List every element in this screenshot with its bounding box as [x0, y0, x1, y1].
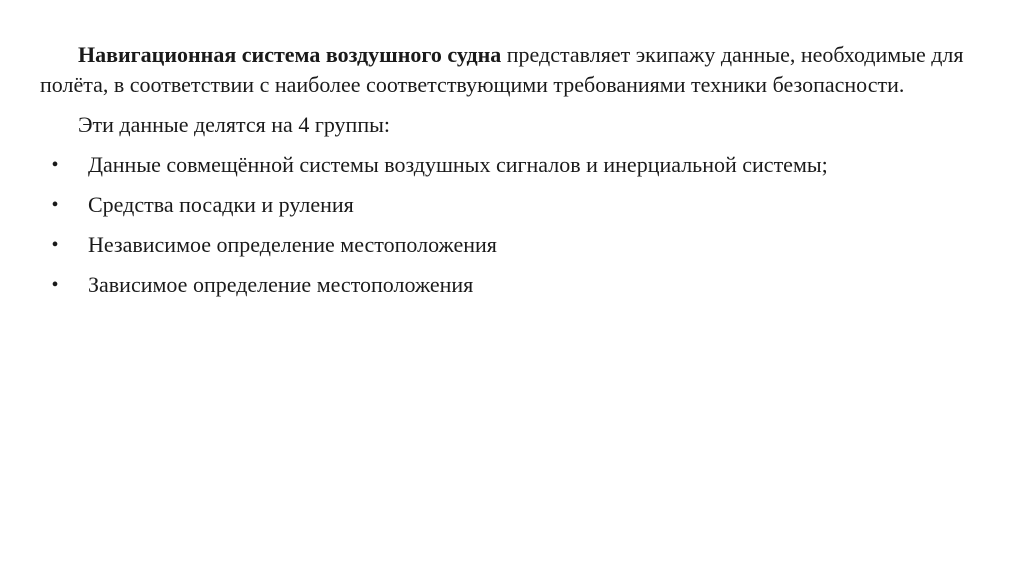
list-item [40, 230, 1000, 260]
list-item-text: Данные совмещённой системы воздушных сигналов и инерциальной системы; [88, 152, 828, 177]
list-item [40, 190, 1000, 220]
intro-paragraph [40, 40, 1000, 100]
list-item-text: Независимое определение местоположения [88, 232, 497, 257]
bullet-icon: • [51, 194, 59, 216]
groups-list [40, 150, 1000, 300]
intro-lead: Навигационная система воздушного судна [78, 42, 502, 67]
list-item [40, 270, 1000, 300]
list-item [40, 150, 1000, 180]
groups-intro: Эти данные делятся на 4 группы: [78, 112, 390, 137]
intro-rest: представляет экипажу данные, необходимые для полёта, в соответствии с наиболее соответствующими требованиями техники безопасности. [40, 42, 964, 97]
list-item-text: Зависимое определение местоположения [88, 272, 474, 297]
bullet-icon: • [51, 234, 59, 256]
list-item-text: Средства посадки и руления [88, 192, 354, 217]
bullet-icon: • [51, 274, 59, 296]
bullet-icon: • [51, 154, 59, 176]
text-block [40, 40, 1000, 310]
